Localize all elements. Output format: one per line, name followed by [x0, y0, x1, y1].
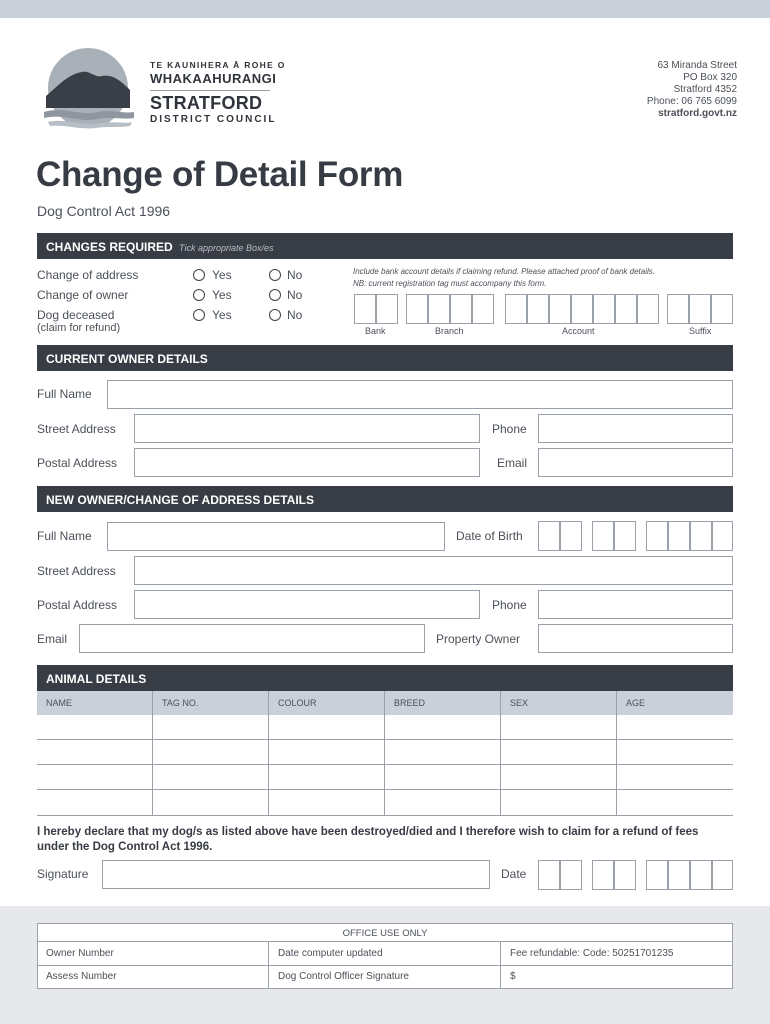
date-day-cell[interactable] [538, 860, 560, 890]
new-street-address-field[interactable] [134, 556, 733, 585]
account-digit-cell[interactable] [505, 294, 527, 324]
section-hint: Tick appropriate Box/es [179, 243, 274, 253]
address-line: PO Box 320 [683, 72, 737, 83]
street-address-label: Street Address [37, 422, 116, 436]
address-phone: Phone: 06 765 6099 [646, 96, 737, 107]
change-address-label: Change of address [37, 268, 139, 282]
date-updated-label: Date computer updated [278, 948, 383, 959]
table-row-divider [37, 764, 733, 765]
dob-year-cell[interactable] [690, 521, 712, 551]
email-label: Email [37, 632, 68, 646]
address-line: Stratford 4352 [673, 84, 737, 95]
dob-year-cell[interactable] [712, 521, 733, 551]
council-line2: WHAKAAHURANGI [150, 71, 277, 86]
table-column-divider [384, 691, 385, 815]
section-title: ANIMAL DETAILS [46, 672, 147, 686]
owner-number-label: Owner Number [46, 948, 114, 959]
council-line4: DISTRICT COUNCIL [150, 114, 277, 125]
email-label: Email [497, 456, 528, 470]
office-use-title: OFFICE USE ONLY [38, 924, 732, 942]
account-digit-cell[interactable] [527, 294, 549, 324]
signature-label: Signature [37, 867, 89, 881]
current-email-field[interactable] [538, 448, 733, 477]
divider [150, 90, 270, 91]
new-full-name-field[interactable] [107, 522, 445, 551]
section-title: CHANGES REQUIRED [46, 240, 173, 254]
date-month-cell[interactable] [614, 860, 636, 890]
page-subtitle: Dog Control Act 1996 [37, 203, 171, 219]
date-month-cell[interactable] [592, 860, 614, 890]
postal-address-label: Postal Address [37, 598, 118, 612]
account-digit-cell[interactable] [637, 294, 659, 324]
postal-address-label: Postal Address [37, 456, 118, 470]
change-owner-yes-radio[interactable] [193, 289, 205, 301]
dog-deceased-no-radio[interactable] [269, 309, 281, 321]
phone-label: Phone [492, 598, 527, 612]
yes-label: Yes [212, 268, 232, 282]
dob-label: Date of Birth [456, 529, 523, 543]
branch-digit-cell[interactable] [450, 294, 472, 324]
officer-signature-label: Dog Control Officer Signature [278, 971, 409, 982]
council-logo [38, 46, 138, 130]
bank-digit-cell[interactable] [354, 294, 376, 324]
bank-note: Include bank account details if claiming refund. Please attached proof of bank details. [353, 267, 655, 276]
new-owner-header [37, 486, 733, 512]
change-owner-label: Change of owner [37, 288, 129, 302]
changes-required-header [37, 233, 733, 259]
amount-label: $ [510, 971, 516, 982]
change-owner-no-radio[interactable] [269, 289, 281, 301]
table-row-divider [37, 815, 733, 816]
table-row-divider [37, 739, 733, 740]
yes-label: Yes [212, 288, 232, 302]
dob-month-cell[interactable] [592, 521, 614, 551]
declaration-text: I hereby declare that my dog/s as listed above have been destroyed/died and I therefore wish to claim for a refund of fees under the Dog Control Act 1996. [37, 826, 699, 853]
table-column-divider [152, 691, 153, 815]
branch-digit-cell[interactable] [406, 294, 428, 324]
dog-deceased-label: Dog deceased [37, 308, 115, 322]
change-address-no-radio[interactable] [269, 269, 281, 281]
column-header: BREED [394, 698, 426, 708]
fee-refundable-label: Fee refundable: Code: 50251701235 [510, 948, 674, 959]
column-header: SEX [510, 698, 529, 708]
current-phone-field[interactable] [538, 414, 733, 443]
claim-refund-label: (claim for refund) [37, 322, 121, 334]
full-name-label: Full Name [37, 529, 92, 543]
date-year-cell[interactable] [668, 860, 690, 890]
suffix-digit-cell[interactable] [667, 294, 689, 324]
section-title: NEW OWNER/CHANGE OF ADDRESS DETAILS [46, 493, 315, 507]
table-row-divider [37, 789, 733, 790]
office-use-table [37, 923, 733, 989]
column-header: AGE [626, 698, 646, 708]
bank-label: Bank [365, 326, 386, 336]
new-email-field[interactable] [79, 624, 425, 653]
council-address [647, 60, 737, 120]
dob-year-cell[interactable] [668, 521, 690, 551]
account-digit-cell[interactable] [593, 294, 615, 324]
street-address-label: Street Address [37, 564, 116, 578]
address-line: 63 Miranda Street [657, 60, 737, 71]
date-year-cell[interactable] [646, 860, 668, 890]
signature-field[interactable] [102, 860, 490, 889]
section-title: CURRENT OWNER DETAILS [46, 352, 208, 366]
table-column-divider [500, 691, 501, 815]
suffix-label: Suffix [689, 326, 712, 336]
dob-day-cell[interactable] [560, 521, 582, 551]
dob-year-cell[interactable] [646, 521, 668, 551]
column-header: COLOUR [278, 698, 317, 708]
account-digit-cell[interactable] [549, 294, 571, 324]
council-line3: STRATFORD [150, 93, 263, 113]
current-street-address-field[interactable] [134, 414, 480, 443]
assess-number-label: Assess Number [46, 971, 117, 982]
dob-month-cell[interactable] [614, 521, 636, 551]
property-owner-field[interactable] [538, 624, 733, 653]
property-owner-label: Property Owner [436, 632, 521, 646]
account-digit-cell[interactable] [571, 294, 593, 324]
table-row-divider [38, 965, 732, 966]
top-banner [0, 0, 770, 18]
bank-digit-cell[interactable] [376, 294, 398, 324]
dog-deceased-yes-radio[interactable] [193, 309, 205, 321]
page-title: Change of Detail Form [36, 155, 404, 194]
phone-label: Phone [492, 422, 527, 436]
column-header: TAG NO. [162, 698, 199, 708]
new-postal-address-field[interactable] [134, 590, 480, 619]
column-header: NAME [46, 698, 73, 708]
current-owner-header [37, 345, 733, 371]
tag-note: NB: current registration tag must accompany this form. [353, 279, 547, 288]
dob-day-cell[interactable] [538, 521, 560, 551]
branch-digit-cell[interactable] [472, 294, 494, 324]
current-postal-address-field[interactable] [134, 448, 480, 477]
branch-digit-cell[interactable] [428, 294, 450, 324]
suffix-digit-cell[interactable] [711, 294, 733, 324]
date-year-cell[interactable] [690, 860, 712, 890]
branch-label: Branch [435, 326, 464, 336]
current-full-name-field[interactable] [107, 380, 733, 409]
date-label: Date [501, 867, 527, 881]
no-label: No [287, 308, 303, 322]
date-day-cell[interactable] [560, 860, 582, 890]
account-digit-cell[interactable] [615, 294, 637, 324]
yes-label: Yes [212, 308, 232, 322]
account-label: Account [562, 326, 595, 336]
table-column-divider [268, 691, 269, 815]
date-year-cell[interactable] [712, 860, 733, 890]
website-link[interactable]: stratford.govt.nz [658, 108, 737, 119]
council-name [150, 60, 286, 125]
council-line1: TE KAUNIHERA Ā ROHE O [150, 60, 286, 70]
new-phone-field[interactable] [538, 590, 733, 619]
no-label: No [287, 288, 303, 302]
animal-details-header [37, 665, 733, 691]
no-label: No [287, 268, 303, 282]
change-address-yes-radio[interactable] [193, 269, 205, 281]
table-column-divider [616, 691, 617, 815]
full-name-label: Full Name [37, 387, 92, 401]
suffix-digit-cell[interactable] [689, 294, 711, 324]
